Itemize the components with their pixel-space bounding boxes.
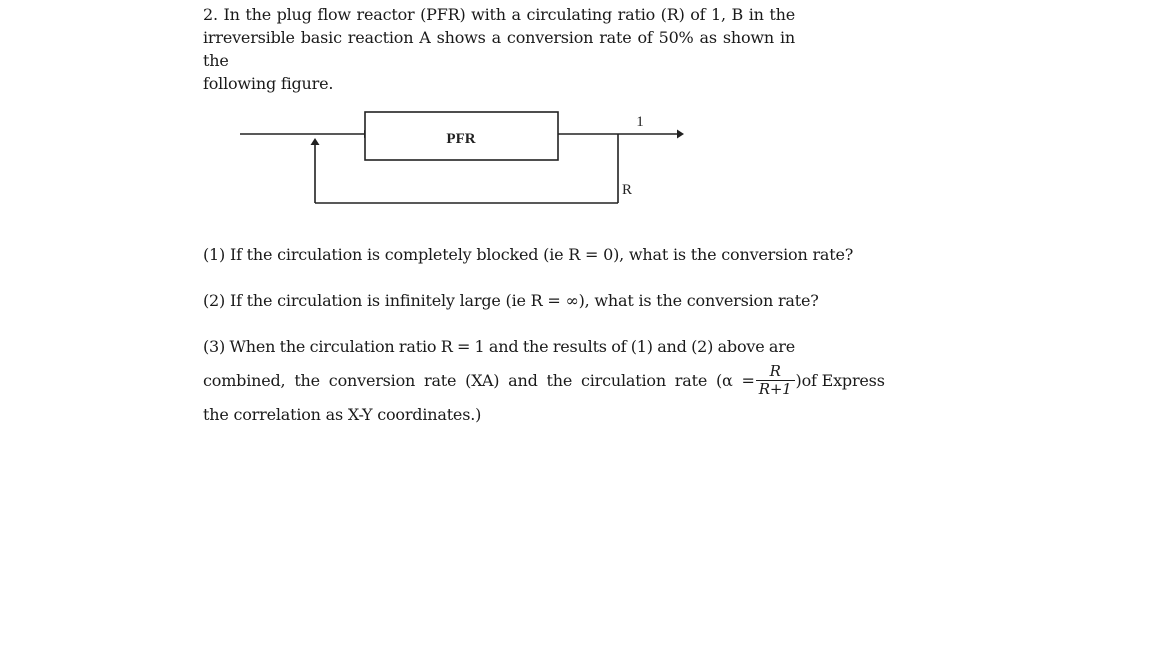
question-3-word: =	[456, 337, 471, 356]
question-3-word: When	[229, 337, 276, 356]
intro-line-3	[203, 72, 795, 95]
question-3-word: ratio	[398, 337, 437, 356]
recycle-arrow-icon	[311, 138, 320, 145]
question-3-word: and	[657, 337, 687, 356]
question-3-word: (1)	[630, 337, 653, 356]
question-3-word: R	[440, 337, 453, 356]
question-3-line-3-text: the correlation as X-Y coordinates.)	[203, 405, 482, 424]
question-3-line-2-prefix: combined, the conversion rate (XA) and the circulation rate (α =	[203, 370, 755, 390]
intro-line-2	[203, 26, 795, 72]
question-3-word: results	[552, 337, 607, 356]
question-3-line-2-suffix: )of Express	[795, 370, 885, 390]
question-3-word: 1	[474, 337, 485, 356]
outlet-label: 1	[636, 114, 644, 130]
question-3-line-1-words	[203, 335, 795, 358]
question-1-text: (1) If the circulation is completely blocked (ie R = 0), what is the conversion rate?	[203, 245, 854, 264]
question-3-word: are	[768, 337, 795, 356]
intro-line-1-text: 2. In the plug flow reactor (PFR) with a circulating ratio (R) of 1, B in the	[203, 5, 795, 24]
question-3-line-3	[203, 403, 795, 426]
problem-intro	[203, 3, 795, 95]
fraction-denominator: R+1	[758, 379, 792, 398]
fraction-numerator: R	[756, 363, 795, 381]
question-3-word: (3)	[203, 337, 226, 356]
question-3-word: above	[717, 337, 765, 356]
reactor-label: PFR	[446, 131, 476, 147]
question-3-line-2	[203, 360, 885, 400]
question-3-line-1	[203, 335, 795, 358]
intro-line-2-text: irreversible basic reaction A shows a conversion rate of 50% as shown in the	[203, 28, 795, 70]
question-3-word: (2)	[691, 337, 714, 356]
question-3-word: the	[279, 337, 306, 356]
question-2-text: (2) If the circulation is infinitely large (ie R = ∞), what is the conversion rate?	[203, 291, 819, 310]
question-1	[203, 243, 854, 266]
question-3-word: circulation	[309, 337, 395, 356]
question-3-word: the	[522, 337, 549, 356]
recycle-label: R	[622, 182, 633, 198]
outlet-arrow-icon	[677, 130, 684, 139]
intro-line-1	[203, 3, 795, 26]
question-3-word: and	[488, 337, 519, 356]
alpha-fraction	[756, 363, 795, 398]
intro-line-3-text: following figure.	[203, 74, 334, 93]
pfr-recycle-diagram	[230, 100, 700, 215]
question-2	[203, 289, 819, 312]
question-3-word: of	[611, 337, 627, 356]
